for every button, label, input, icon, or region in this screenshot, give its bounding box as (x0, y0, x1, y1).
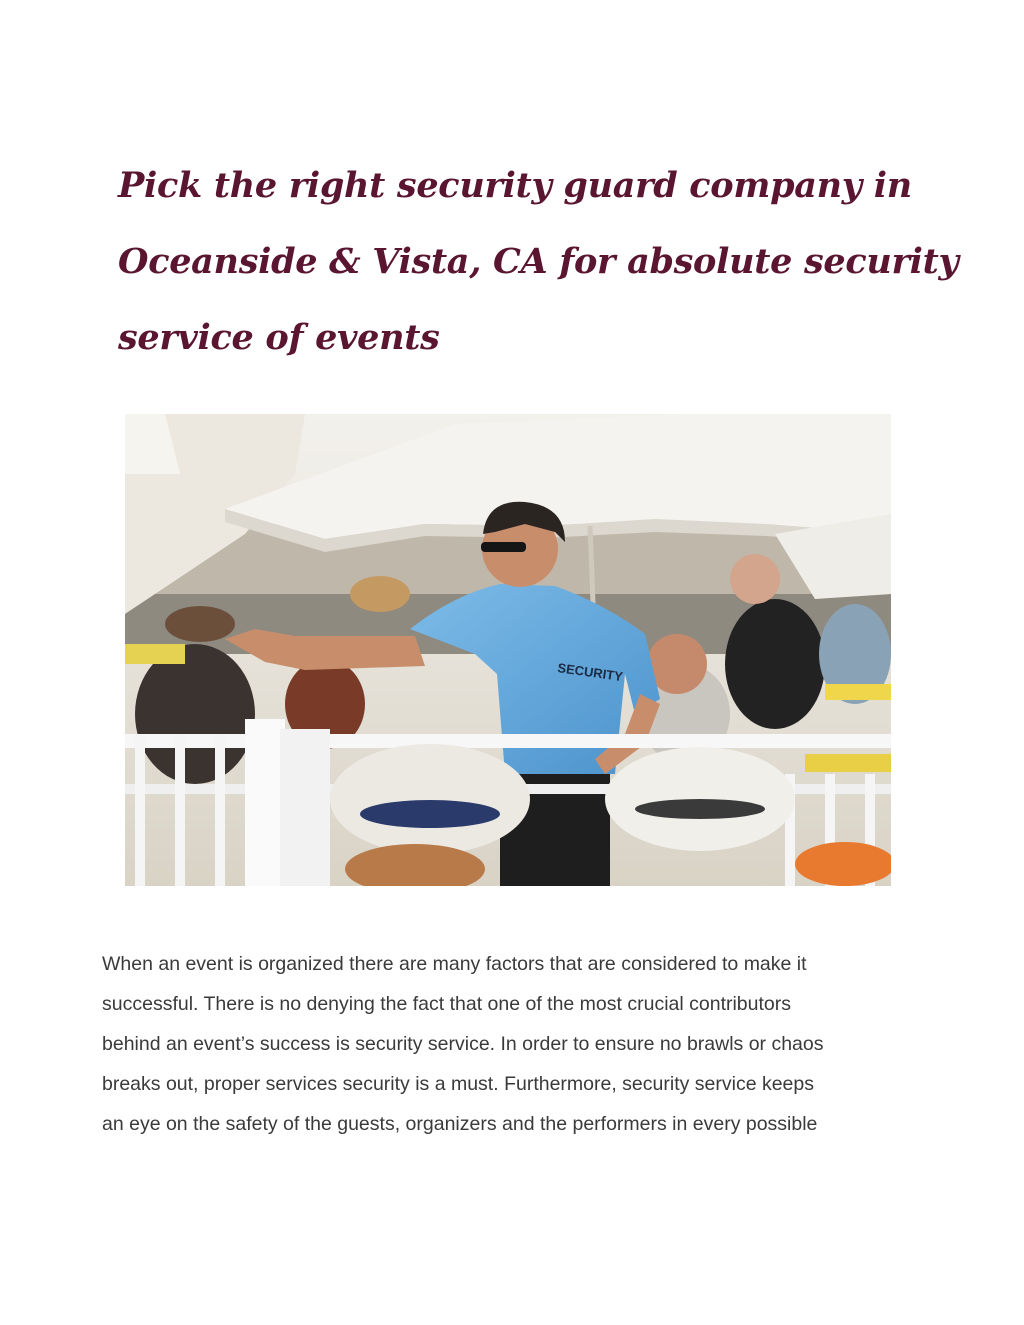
body-paragraph (102, 944, 922, 1144)
page-title (118, 148, 959, 376)
title-line-3: service of events (118, 317, 440, 358)
title-line-1: Pick the right security guard company in (118, 165, 912, 206)
security-guard-photo (125, 414, 891, 886)
body-line-2: successful. There is no denying the fact that one of the most crucial contributors (102, 993, 792, 1015)
body-line-5: an eye on the safety of the guests, organizers and the performers in every possible (102, 1113, 818, 1135)
body-line-1: When an event is organized there are many factors that are considered to make it (102, 953, 807, 975)
body-line-3: behind an event’s success is security service. In order to ensure no brawls or chaos (102, 1033, 824, 1055)
shirt-security-text: SECURITY (556, 660, 624, 685)
title-line-2: Oceanside & Vista, CA for absolute security (118, 241, 959, 282)
body-line-4: breaks out, proper services security is a must. Furthermore, security service keeps (102, 1073, 814, 1095)
